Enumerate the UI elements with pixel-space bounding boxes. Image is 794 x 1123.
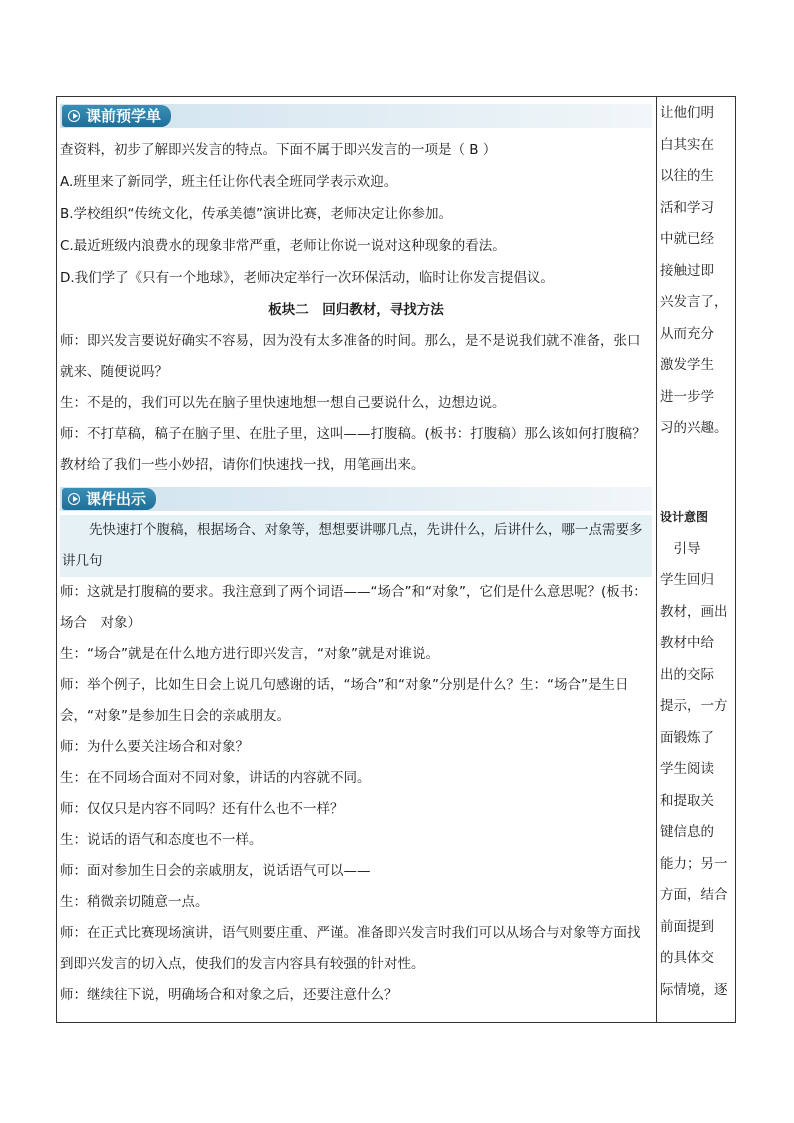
design-notes-continued [660,98,732,445]
design-notes [660,502,732,1006]
option-a: A.班里来了新同学，班主任让你代表全班同学表示欢迎。 [60,174,398,190]
note-line: 引导 [660,540,701,557]
design-intent-title: 设计意图 [660,510,709,524]
dialog-line: 师：面对参加生日会的亲戚朋友，说话语气可以—— [60,863,371,879]
dialog-line: 生：在不同场合面对不同对象，讲话的内容就不同。 [60,770,371,786]
note-line: 出的交际 [660,666,714,683]
note-line: 学生阅读 [660,761,714,777]
note-line: 教材，画出 [660,603,728,620]
column-divider [656,96,657,1023]
block-heading: 板块二 回归教材，寻找方法 [268,302,444,318]
section-tab-label: 课件出示 [86,490,147,508]
note-line: 进一步学 [660,388,714,405]
play-circle-icon [68,110,80,122]
dialog-line: 师：为什么要关注场合和对象？ [60,739,249,755]
option-c: C.最近班级内浪费水的现象非常严重，老师让你说一说对这种现象的看法。 [60,238,506,254]
play-circle-icon [68,493,80,505]
note-line: 激发学生 [660,357,714,373]
option-b: B.学校组织“传统文化，传承美德”演讲比赛，老师决定让你参加。 [60,206,453,222]
note-line: 键信息的 [660,824,714,840]
dialog-line: 师：即兴发言要说好确实不容易，因为没有太多准备的时间。那么，是不是说我们就不准备，张口就来、随便说吗？ [60,333,641,380]
dialog-line: 师：仅仅只是内容不同吗？还有什么也不一样？ [60,801,344,817]
note-line: 前面提到 [660,918,714,935]
note-line: 和提取关 [660,792,714,809]
dialog-line: 师：举个例子，比如生日会上说几句感谢的话，“场合”和“对象”分别是什么？生：“场合”是生日会，“对象”是参加生日会的亲戚朋友。 [60,677,629,724]
option-d: D.我们学了《只有一个地球》，老师决定举行一次环保活动，临时让你发言提倡议。 [60,270,554,286]
section-tab-preview [62,105,171,127]
section-tab-label: 课前预学单 [86,107,162,125]
note-line: 学生回归 [660,572,714,588]
note-line: 中就已经 [660,231,714,247]
main-column [60,100,652,1011]
dialog-line: 师：在正式比赛现场演讲，语气则要庄重、严谨。准备即兴发言时我们可以从场合与对象等方面找到即兴发言的切入点，使我们的发言内容具有较强的针对性。 [60,925,641,972]
note-line: 兴发言了， [660,294,728,310]
note-line: 以往的生 [660,168,714,184]
note-line: 接触过即 [660,262,714,279]
note-line: 教材中给 [660,635,714,651]
section-tab-courseware [62,488,156,510]
section-bar-preview [60,104,652,128]
note-line: 习的兴趣。 [660,420,728,436]
question-text: 查资料，初步了解即兴发言的特点。下面不属于即兴发言的一项是（ B ） [60,142,497,158]
note-line: 白其实在 [660,136,714,153]
note-line: 能力；另一 [660,855,728,872]
note-line: 活和学习 [660,199,714,216]
note-line: 的具体交 [660,950,714,966]
note-line: 提示，一方 [660,698,728,714]
note-line: 面锻炼了 [660,729,714,746]
dialog-line: 师：这就是打腹稿的要求。我注意到了两个词语——“场合”和“对象”，它们是什么意思呢？(板书：场合 对象） [60,584,647,631]
dialog-line: 生：不是的，我们可以先在脑子里快速地想一想自己要说什么，边想边说。 [60,395,506,411]
courseware-callout: 先快速打个腹稿，根据场合、对象等，想想要讲哪几点，先讲什么，后讲什么，哪一点需要多讲几句 [60,515,652,577]
dialog-line: 生：“场合”就是在什么地方进行即兴发言，“对象”就是对谁说。 [60,646,439,662]
note-line: 让他们明 [660,105,714,121]
section-bar-courseware [60,487,652,511]
note-line: 从而充分 [660,325,714,342]
dialog-line: 师：不打草稿，稿子在脑子里、在肚子里，这叫——打腹稿。(板书：打腹稿）那么该如何打腹稿？教材给了我们一些小妙招，请你们快速找一找，用笔画出来。 [60,426,646,473]
dialog-line: 生：说话的语气和态度也不一样。 [60,832,263,848]
note-line: 际情境，逐 [660,981,728,998]
dialog-line: 生：稍微亲切随意一点。 [60,894,209,910]
dialog-line: 师：继续往下说，明确场合和对象之后，还要注意什么？ [60,987,398,1003]
note-line: 方面，结合 [660,887,728,903]
